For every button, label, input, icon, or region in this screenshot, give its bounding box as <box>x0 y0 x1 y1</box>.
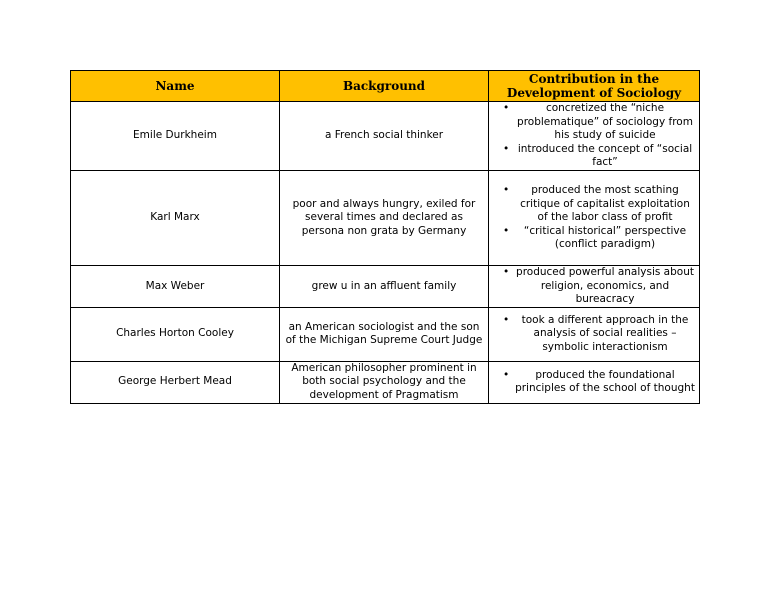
table-row <box>71 265 700 307</box>
name-cell: Karl Marx <box>71 170 280 265</box>
table-row <box>71 361 700 403</box>
bullet-icon: • <box>503 265 510 278</box>
bullet-icon: • <box>503 142 510 155</box>
contribution-item <box>493 143 695 170</box>
contribution-item <box>493 102 695 143</box>
contribution-cell <box>489 265 700 307</box>
contribution-list <box>493 266 695 307</box>
header-contribution: Contribution in the Development of Sociology <box>489 71 700 102</box>
name-cell: Emile Durkheim <box>71 102 280 171</box>
background-cell: a French social thinker <box>280 102 489 171</box>
contribution-list <box>493 184 695 252</box>
contribution-item <box>493 266 695 307</box>
contribution-text: produced the foundational principles of the school of thought <box>515 368 695 395</box>
name-cell: Max Weber <box>71 265 280 307</box>
contribution-text: introduced the concept of “social fact” <box>517 142 693 169</box>
contribution-item <box>493 314 695 355</box>
document-page <box>70 70 699 404</box>
header-background: Background <box>280 71 489 102</box>
contribution-text: produced powerful analysis about religion, economics, and bureacracy <box>516 265 694 306</box>
header-row <box>71 71 700 102</box>
contribution-cell <box>489 361 700 403</box>
background-cell: poor and always hungry, exiled for several times and declared as persona non grata by Germany <box>280 170 489 265</box>
contribution-list <box>493 102 695 170</box>
contribution-text: took a different approach in the analysis of social realities – symbolic interactionism <box>521 313 689 354</box>
contribution-cell <box>489 102 700 171</box>
bullet-icon: • <box>503 183 510 196</box>
contribution-item <box>493 184 695 225</box>
background-cell: American philosopher prominent in both social psychology and the development of Pragmatism <box>280 361 489 403</box>
contribution-item <box>493 225 695 252</box>
bullet-icon: • <box>503 368 510 381</box>
background-cell: grew u in an affluent family <box>280 265 489 307</box>
bullet-icon: • <box>503 313 510 326</box>
table-row <box>71 307 700 361</box>
contribution-list <box>493 314 695 355</box>
bullet-icon: • <box>503 102 510 114</box>
table-row <box>71 102 700 171</box>
bullet-icon: • <box>503 224 510 237</box>
table-row <box>71 170 700 265</box>
contribution-text: produced the most scathing critique of capitalist exploitation of the labor class of profit <box>520 183 690 224</box>
header-name: Name <box>71 71 280 102</box>
contribution-cell <box>489 307 700 361</box>
sociologists-table <box>70 70 700 404</box>
name-cell: Charles Horton Cooley <box>71 307 280 361</box>
contribution-text: “critical historical” perspective (conflict paradigm) <box>523 224 687 251</box>
contribution-list <box>493 369 695 396</box>
name-cell: George Herbert Mead <box>71 361 280 403</box>
contribution-cell <box>489 170 700 265</box>
contribution-text: concretized the “niche problematique” of sociology from his study of suicide <box>517 102 693 142</box>
background-cell: an American sociologist and the son of the Michigan Supreme Court Judge <box>280 307 489 361</box>
contribution-item <box>493 369 695 396</box>
